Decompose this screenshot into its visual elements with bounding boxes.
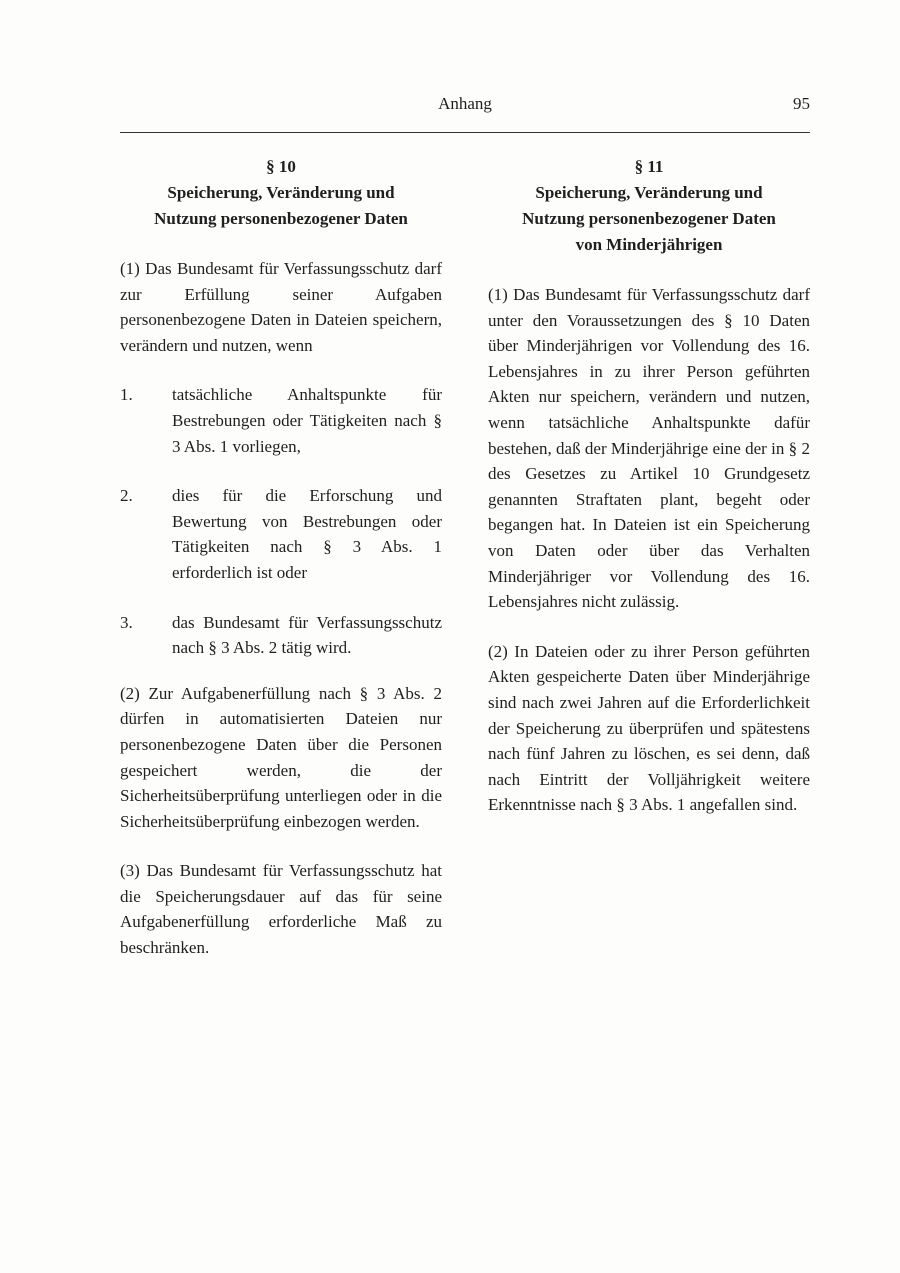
header-rule [120, 132, 810, 133]
paragraph-1: (1) Das Bundesamt für Verfassungsschutz darf unter den Voraussetzungen des § 10 Daten über Minderjährigen vor Vollendung des 16. Lebensjahres in zu ihrer Person geführten Akten nur speichern, verändern und nutzen, wenn tatsächliche Anhaltspunkte dafür bestehen, daß der Minderjährige eine der in § 2 des Gesetzes zu Artikel 10 Grundgesetz genannten Straftaten plant, begeht oder begangen hat. In Dateien ist ein Speicherung von Daten oder über das Verhalten Minderjähriger vor Vollendung des 16. Lebensjahres nicht zulässig. [488, 285, 810, 612]
section-title-line: Speicherung, Veränderung und [535, 183, 763, 202]
list-text: dies für die Erforschung und Bewertung von Bestrebungen oder Tätigkeiten nach § 3 Abs. 1 erforderlich ist oder [172, 486, 442, 582]
list-text: tatsächliche Anhaltspunkte für Bestrebungen oder Tätigkeiten nach § 3 Abs. 1 vorliegen, [172, 385, 442, 456]
page-number: 95 [793, 94, 810, 113]
list-item [120, 483, 442, 585]
section-title-line: Speicherung, Veränderung und [167, 183, 395, 202]
section-11-heading [488, 154, 810, 258]
running-title: Anhang [438, 94, 492, 113]
right-column [488, 150, 810, 818]
list-item [120, 610, 442, 661]
running-header [120, 94, 810, 116]
section-title-line: Nutzung personenbezogener Daten [522, 209, 776, 228]
list-item [120, 382, 442, 459]
list-number: 1. [120, 385, 133, 405]
paragraph-1: (1) Das Bundesamt für Verfassungsschutz darf zur Erfüllung seiner Aufgaben personenbezogene Daten in Dateien speichern, verändern und nutzen, wenn [120, 259, 442, 355]
paragraph-2: (2) Zur Aufgabenerfüllung nach § 3 Abs. 2 dürfen in automatisierten Dateien nur personenbezogene Daten über die Personen gespeichert werden, die der Sicherheitsüberprüfung unterliegen oder in die Sicherheitsüberprüfung einbezogen werden. [120, 683, 442, 831]
section-number: § 10 [266, 157, 296, 176]
section-title-line: von Minderjährigen [575, 235, 723, 254]
list-number: 3. [120, 612, 133, 632]
list-number: 2. [120, 486, 133, 506]
section-title-line: Nutzung personenbezogener Daten [154, 209, 408, 228]
list-text: das Bundesamt für Verfassungsschutz nach § 3 Abs. 2 tätig wird. [172, 612, 442, 658]
left-column [120, 150, 442, 961]
section-number: § 11 [634, 157, 664, 176]
paragraph-2: (2) In Dateien oder zu ihrer Person geführten Akten gespeicherte Daten über Minderjährige sind nach zwei Jahren auf die Erforderlichkeit der Speicherung zu überprüfen und spätestens nach fünf Jahren zu löschen, es sei denn, daß nach Eintritt der Volljährigkeit weitere Erkenntnisse nach § 3 Abs. 1 angefallen sind. [488, 641, 810, 815]
section-10-heading [120, 154, 442, 232]
paragraph-3: (3) Das Bundesamt für Verfassungsschutz hat die Speicherungsdauer auf das für seine Aufgabenerfüllung erforderliche Maß zu beschränken. [120, 861, 442, 958]
